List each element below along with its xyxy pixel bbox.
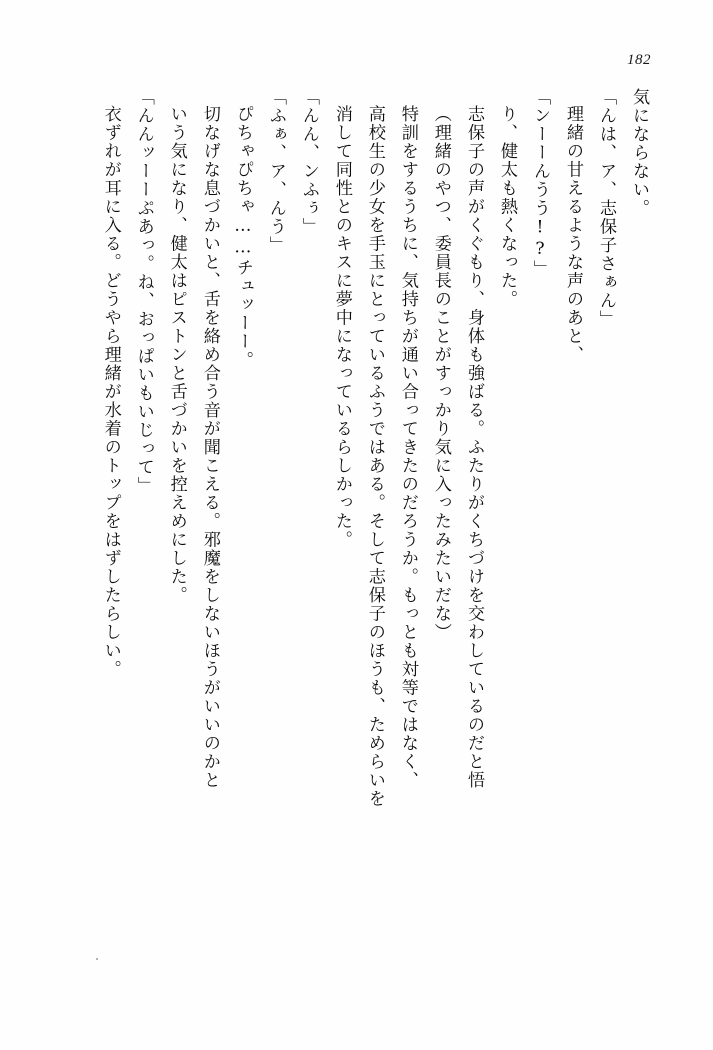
body-paragraph: 高校生の少女を手玉にとっているふうではある。そして志保子のほうも、ためらいを [364,105,385,808]
body-paragraph: 「んは、ア、志保子さぁん」 [595,88,616,329]
page-body-text [95,88,655,918]
body-paragraph: いう気になり、健太はピストンと舌づかいを控えめにした。 [166,105,187,605]
body-paragraph: 「んん、ンふぅ」 [298,88,319,236]
body-paragraph: 消して同性とのキスに夢中になっているらしかった。 [331,105,352,549]
body-paragraph: 「ンーーんうう!?」 [529,88,550,279]
body-paragraph: 切なげな息づかいと、舌を絡め合う音が聞こえる。邪魔をしないほうがいいのかと [199,105,220,790]
paper-speck [96,958,98,960]
body-paragraph: （理緒のやつ、委員長のことがすっかり気に入ったみたいだな） [430,105,451,642]
body-paragraph: 「ふぁ、ア、んう」 [265,88,286,255]
body-paragraph: 「んんッーーぷあっ。ね、おっぱいもいじって」 [133,88,154,495]
body-paragraph: 気にならない。 [629,88,649,218]
page-number: 182 [627,52,651,68]
body-paragraph: り、健太も熱くなった。 [496,105,517,309]
body-paragraph: 衣ずれが耳に入る。どうやら理緒が水着のトップをはずしたらしい。 [100,105,121,679]
body-paragraph: 志保子の声がくぐもり、身体も強ばる。ふたりがくちづけを交わしているのだと悟 [463,105,484,790]
body-paragraph: 理緒の甘えるような声のあと、 [562,105,583,364]
body-paragraph: 特訓をするうちに、気持ちが通い合ってきたのだろうか。もっとも対等ではなく、 [397,105,418,790]
body-paragraph: ぴちゃぴちゃ……チュッーー。 [232,105,253,370]
